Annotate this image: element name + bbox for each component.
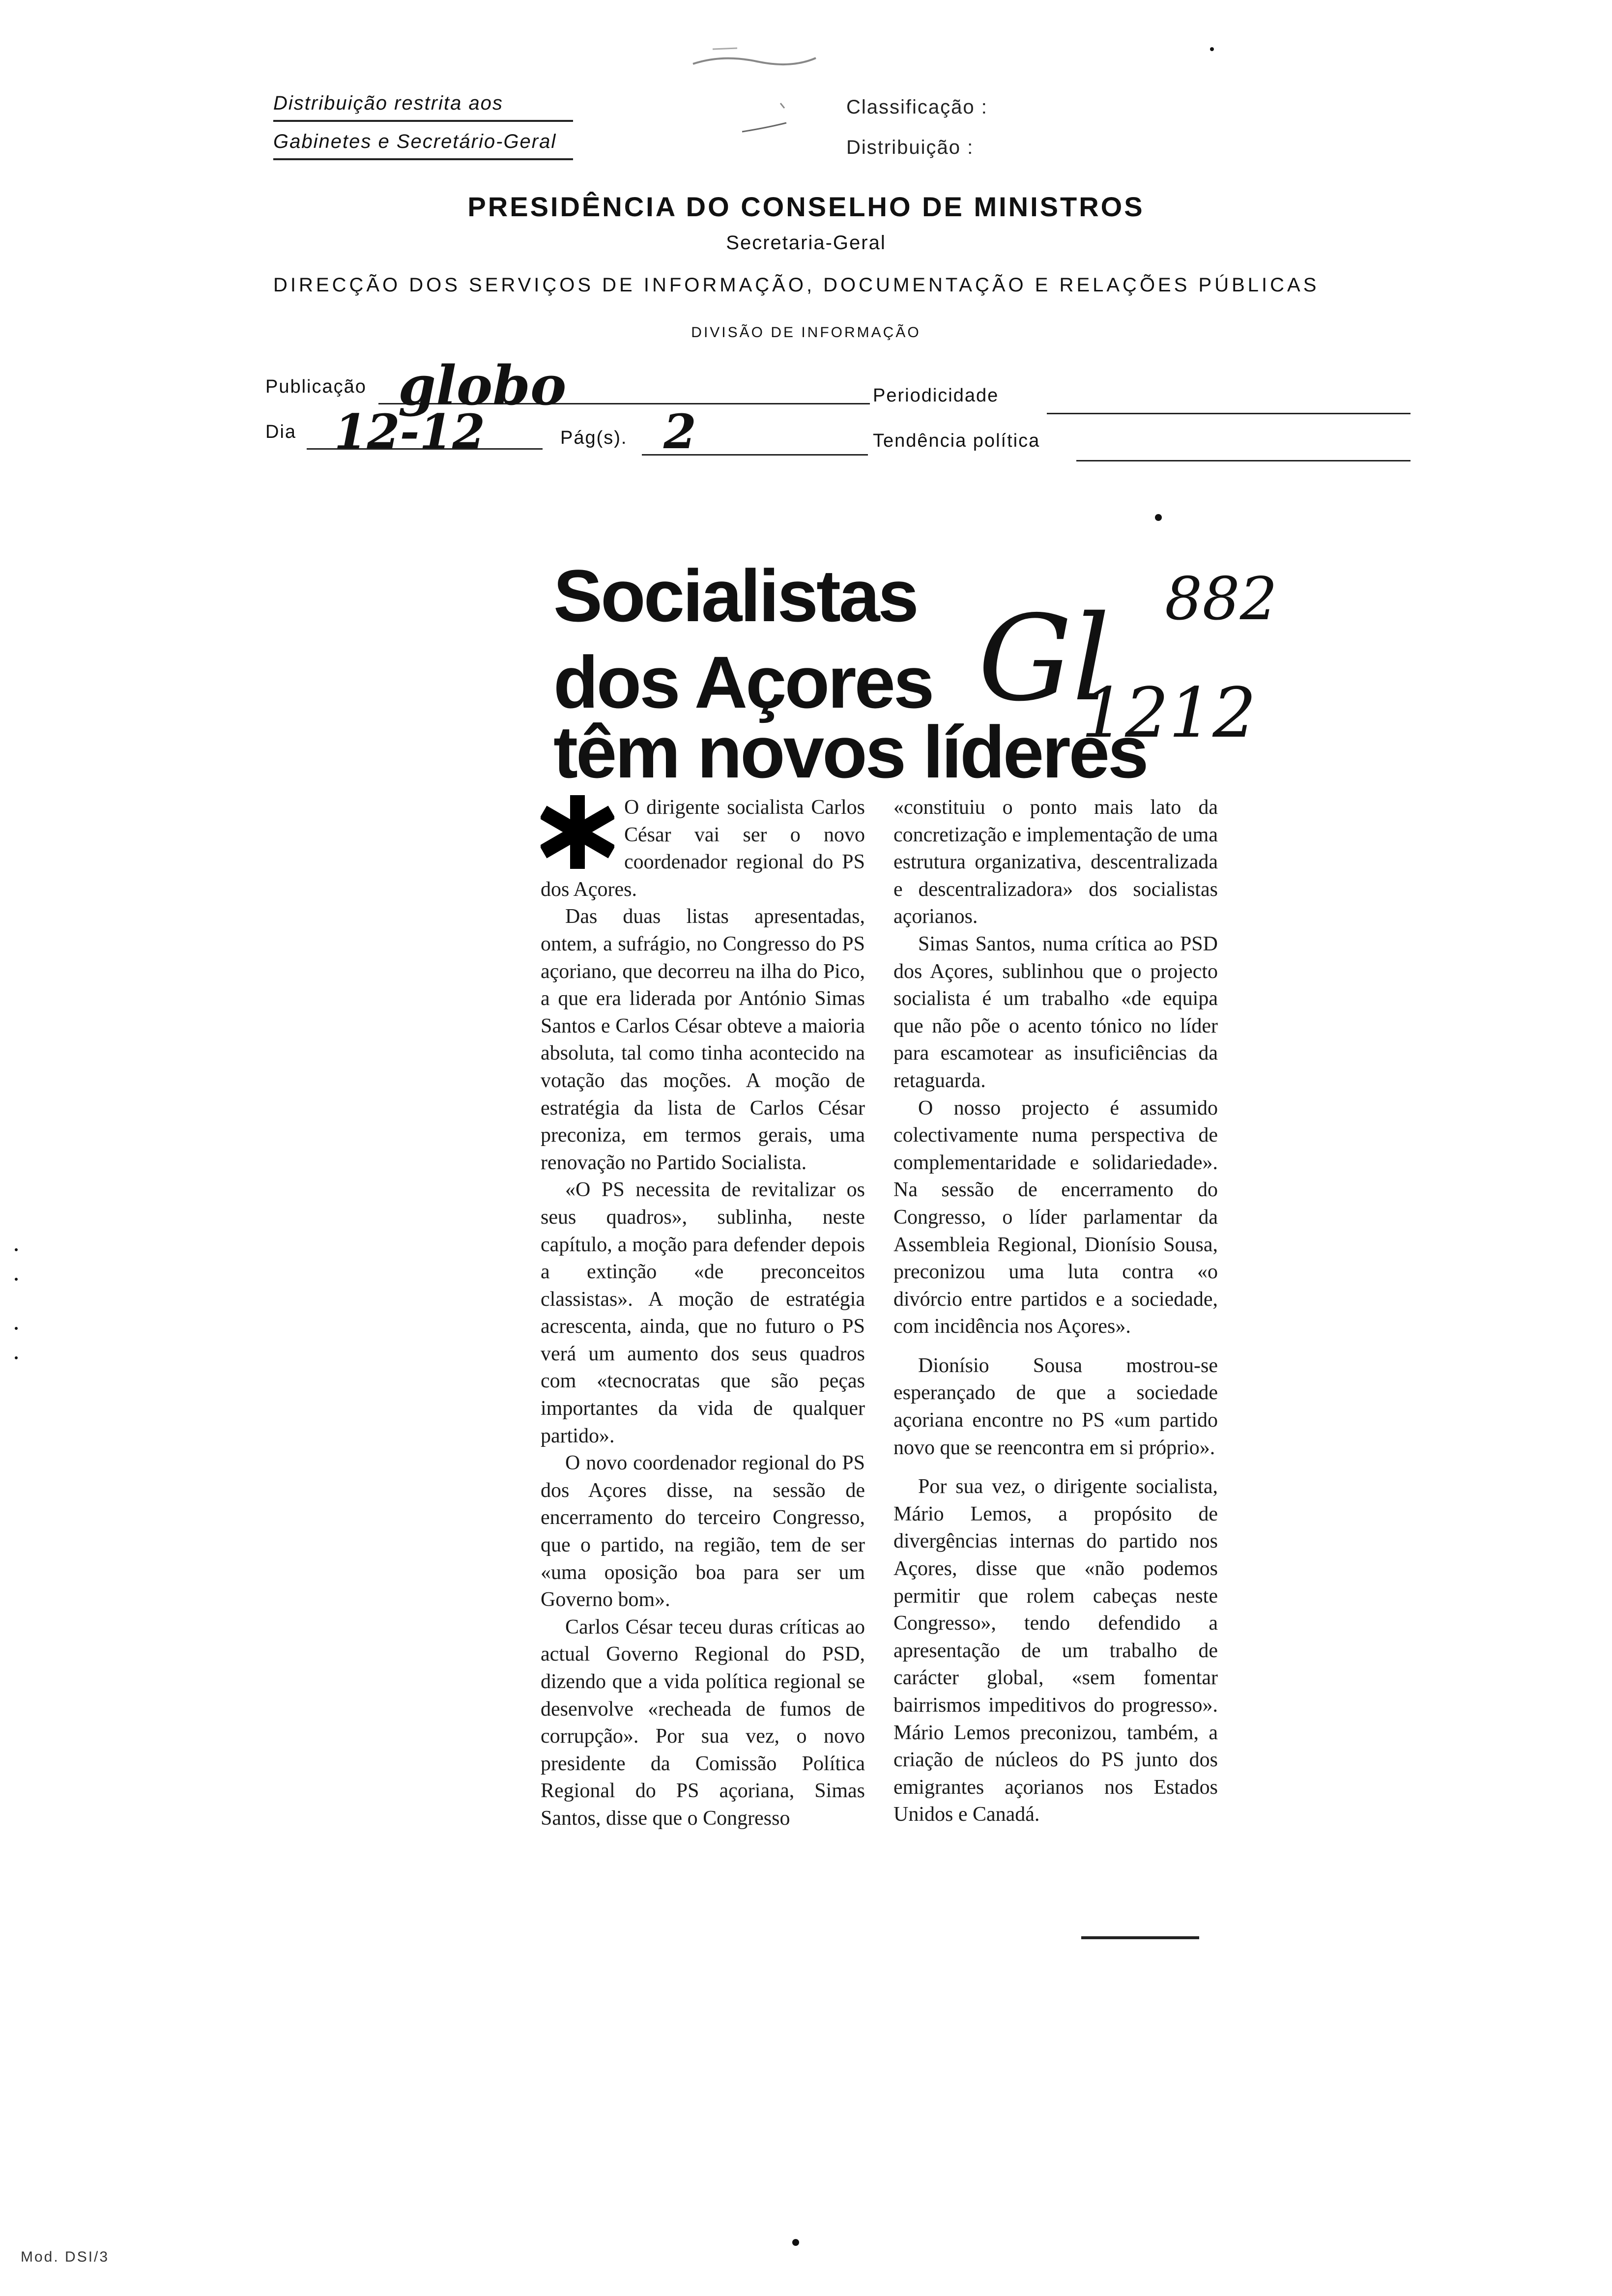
secretaria-geral-subheading: Secretaria-Geral: [726, 232, 886, 254]
column1-paragraph-2: Das duas listas apresentadas, ontem, a sufrágio, no Congresso do PS açoriano, que decorreu na ilha do Pico, a que era liderada por António Simas Santos e Carlos César obteve a maioria absoluta, tal como tinha acontecido na votação das moções. A moção de estratégia da lista de Carlos César preconiza, em termos gerais, uma renovação no Partido Socialista.: [541, 905, 865, 1174]
dia-label: Dia: [265, 422, 297, 442]
column1-paragraph-5: Carlos César teceu duras críticas ao actual Governo Regional do PSD, dizendo que a vida política regional se desenvolve «recheada de fumos de corrupção». Por sua vez, o novo presidente da Comissão Política Regional do PS açoriana, Simas Santos, disse que o Congresso: [541, 1615, 865, 1830]
dia-handwritten-value: 12-12: [334, 404, 486, 459]
pags-handwritten-value: 2: [663, 404, 696, 459]
handwritten-number-bottom: 1212: [1081, 673, 1257, 753]
column1-paragraph-4: O novo coordenador regional do PS dos Açores disse, na sessão de encerramento do terceiro Congresso, que o partido, na região, tem de ser «uma oposição boa para ser um Governo bom».: [541, 1452, 865, 1611]
tendencia-line: [1076, 460, 1410, 461]
restricted-underline-1: [273, 120, 573, 122]
periodicidade-label: Periodicidade: [873, 385, 999, 406]
direccao-heading: DIRECÇÃO DOS SERVIÇOS DE INFORMAÇÃO, DOCUMENTAÇÃO E RELAÇÕES PÚBLICAS: [273, 274, 1320, 296]
scan-dot: [1210, 47, 1214, 51]
bullet-dot: [1155, 514, 1162, 521]
column2-paragraph-1: «constituiu o ponto mais lato da concretização e implementação de uma estrutura organizativa, descentralizada e descentralizadora» dos socialistas açorianos.: [893, 796, 1218, 928]
distribuicao-label: Distribuição :: [846, 137, 974, 158]
publicacao-label: Publicação: [265, 376, 367, 397]
divisao-heading: DIVISÃO DE INFORMAÇÃO: [691, 324, 921, 341]
restricted-underline-2: [273, 158, 573, 160]
handwritten-mark: Gl: [978, 590, 1110, 727]
classificacao-label: Classificação :: [846, 96, 988, 118]
column1-paragraph-1: O dirigente socialista Carlos César vai ser o novo coordenador regional do PS dos Açores.: [541, 796, 865, 901]
column2-paragraph-5: Por sua vez, o dirigente socialista, Mário Lemos, a propósito de divergências internas do partido nos Açores, disse que «não podemos permitir que rolem cabeças neste Congresso», tendo defendido a apresentação de um trabalho de carácter global, «sem fomentar bairrismos impeditivos do progresso». Mário Lemos preconizou, também, a criação de núcleos do PS junto dos emigrantes açorianos nos Estados Unidos e Canadá.: [893, 1475, 1218, 1826]
bottom-dot: [792, 2239, 799, 2246]
scan-mark-middle: [737, 93, 796, 138]
handwritten-number-top: 882: [1165, 565, 1278, 633]
article-column-2: [893, 794, 1218, 1829]
scan-mark-top: [683, 34, 821, 74]
scan-speck-2: [15, 1278, 18, 1281]
column1-paragraph-3: «O PS necessita de revitalizar os seus quadros», sublinha, neste capítulo, a moção para defender depois a extinção «de preconceitos classistas». A moção de estratégia acrescenta, ainda, que no futuro o PS verá um aumento dos seus quadros com «tecnocratas que são peças importantes da vida de qualquer partido».: [541, 1178, 865, 1447]
restricted-distribution-line2: Gabinetes e Secretário-Geral: [273, 131, 557, 152]
periodicidade-line: [1047, 413, 1410, 414]
scan-speck-3: [15, 1327, 18, 1330]
column2-paragraph-4: Dionísio Sousa mostrou-se esperançado de que a sociedade açoriana encontre no PS «um partido novo que se reencontra em si próprio».: [893, 1354, 1218, 1459]
pags-label: Pág(s).: [560, 428, 628, 448]
column2-paragraph-3: O nosso projecto é assumido colectivamente numa perspectiva de complementaridade e solidariedade». Na sessão de encerramento do Congresso, o líder parlamentar da Assembleia Regional, Dionísio Sousa, preconizou uma luta contra «o divórcio entre partidos e a sociedade, com incidência nos Açores».: [893, 1096, 1218, 1338]
publicacao-handwritten-value: globo: [398, 354, 567, 417]
presidencia-heading: PRESIDÊNCIA DO CONSELHO DE MINISTROS: [467, 191, 1145, 222]
asterisk-bullet-icon: [541, 795, 614, 869]
column2-paragraph-2: Simas Santos, numa crítica ao PSD dos Açores, sublinhou que o projecto socialista é um trabalho «de equipa que não põe o acento tónico no líder para escamotear as insuficiências da retaguarda.: [893, 932, 1218, 1092]
article-end-rule: [1081, 1936, 1199, 1939]
restricted-distribution-line1: Distribuição restrita aos: [273, 92, 503, 114]
article-headline-line2: dos Açores: [553, 641, 933, 723]
article-column-1: [541, 794, 865, 1833]
tendencia-label: Tendência política: [873, 430, 1040, 451]
scan-speck-4: [15, 1356, 18, 1359]
scan-speck-1: [15, 1248, 18, 1251]
article-headline-line1: Socialistas: [553, 554, 917, 637]
article-headline-line3: têm novos líderes: [553, 711, 1147, 793]
form-model-code: Mod. DSI/3: [21, 2249, 110, 2265]
